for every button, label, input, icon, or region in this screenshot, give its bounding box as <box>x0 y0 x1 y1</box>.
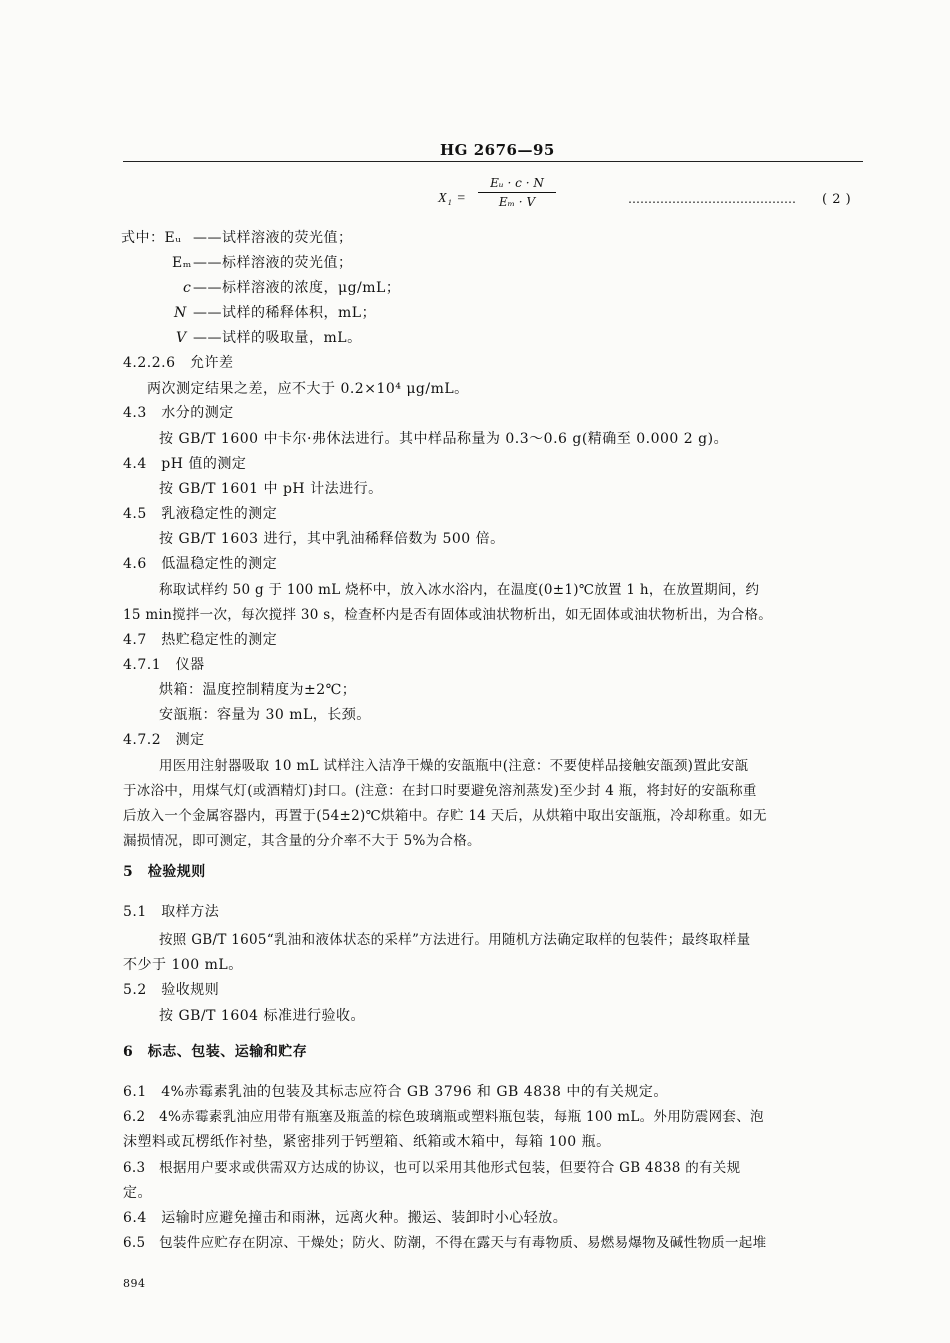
section-6-3-line2: 定。 <box>123 1185 152 1201</box>
section-4-7-2-line3: 后放入一个金属容器内，再置于(54±2)℃烘箱中。存贮 14 天后，从烘箱中取出安瓿瓶，冷却称重。如无 <box>123 808 767 824</box>
section-4-3-body: 按 GB/T 1600 中卡尔·弗休法进行。其中样品称量为 0.3～0.6 g(精确至 0.000 2 g)。 <box>159 431 729 447</box>
section-4-6-body-line1: 称取试样约 50 g 于 100 mL 烧杯中，放入冰水浴内，在温度(0±1)℃放置 1 h，在放置期间，约 <box>159 582 760 598</box>
formula-leader-dots: …………………………………… <box>628 192 796 206</box>
where-symbol-eu: 式中：Eᵤ <box>121 230 182 246</box>
formula-number: ( 2 ) <box>822 192 852 207</box>
section-4-7-2-line4: 漏损情况，即可测定，其含量的分介率不大于 5%为合格。 <box>123 833 481 849</box>
where-desc-c: ——标样溶液的浓度，μg/mL； <box>193 280 401 296</box>
where-desc-em: ——标样溶液的荧光值； <box>193 255 353 271</box>
section-6-2-line2: 沫塑料或瓦楞纸作衬垫，紧密排列于钙塑箱、纸箱或木箱中，每箱 100 瓶。 <box>123 1134 611 1150</box>
section-6-3-line1: 6.3 根据用户要求或供需双方达成的协议，也可以采用其他形式包装，但要符合 GB 4838 的有关规 <box>123 1160 741 1176</box>
section-4-2-2-6-body: 两次测定结果之差，应不大于 0.2×10⁴ μg/mL。 <box>147 381 469 397</box>
section-5-2-heading: 5.2 验收规则 <box>123 982 220 998</box>
section-5-heading: 5 检验规则 <box>123 864 206 880</box>
fraction-bar <box>478 192 556 193</box>
section-5-2-body: 按 GB/T 1604 标准进行验收。 <box>159 1008 366 1024</box>
section-6-2-line1: 6.2 4%赤霉素乳油应用带有瓶塞及瓶盖的棕色玻璃瓶或塑料瓶包装，每瓶 100 mL。外用防震网套、泡 <box>123 1109 764 1125</box>
section-4-5-body: 按 GB/T 1603 进行，其中乳油稀释倍数为 500 倍。 <box>159 531 505 547</box>
section-6-heading: 6 标志、包装、运输和贮存 <box>123 1044 308 1060</box>
where-desc-v: ——试样的吸取量，mL。 <box>193 330 362 346</box>
formula-numerator: Eᵤ · c · N <box>490 176 544 190</box>
document-code: HG 2676—95 <box>440 141 555 159</box>
section-4-4-body: 按 GB/T 1601 中 pH 计法进行。 <box>159 481 383 497</box>
section-4-7-2-heading: 4.7.2 测定 <box>123 732 205 748</box>
section-4-7-2-line1: 用医用注射器吸取 10 mL 试样注入洁净干燥的安瓿瓶中(注意：不要使样品接触安瓿颈)置此安瓿 <box>159 758 749 774</box>
where-desc-eu: ——试样溶液的荧光值； <box>193 230 353 246</box>
where-symbol-n: N <box>174 305 187 321</box>
header-rule <box>123 161 863 162</box>
where-symbol-em: Eₘ <box>172 255 192 271</box>
section-4-7-2-line2: 于冰浴中，用煤气灯(或酒精灯)封口。(注意：在封口时要避免溶剂蒸发)至少封 4 瓶，将封好的安瓿称重 <box>123 783 757 799</box>
section-5-1-heading: 5.1 取样方法 <box>123 904 220 920</box>
formula-lhs: X₁ = <box>438 191 467 206</box>
section-5-1-line1: 按照 GB/T 1605“乳油和液体状态的采样”方法进行。用随机方法确定取样的包装件；最终取样量 <box>159 932 751 948</box>
section-4-7-heading: 4.7 热贮稳定性的测定 <box>123 632 278 648</box>
section-4-4-heading: 4.4 pH 值的测定 <box>123 456 247 472</box>
page-number: 894 <box>123 1277 146 1290</box>
section-4-2-2-6-heading: 4.2.2.6 允许差 <box>123 355 234 371</box>
formula-fraction <box>478 176 556 209</box>
formula-denominator: Eₘ · V <box>498 195 536 209</box>
section-4-7-1-oven: 烘箱：温度控制精度为±2℃； <box>159 682 357 698</box>
section-4-6-heading: 4.6 低温稳定性的测定 <box>123 556 278 572</box>
where-symbol-v: V <box>176 330 187 346</box>
section-6-4: 6.4 运输时应避免撞击和雨淋，远离火种。搬运、装卸时小心轻放。 <box>123 1210 568 1226</box>
section-4-7-1-heading: 4.7.1 仪器 <box>123 657 205 673</box>
section-4-6-body-line2: 15 min搅拌一次，每次搅拌 30 s，检查杯内是否有固体或油状物析出，如无固体或油状物析出，为合格。 <box>123 607 773 623</box>
section-4-7-1-ampoule: 安瓿瓶：容量为 30 mL，长颈。 <box>159 707 371 723</box>
section-4-5-heading: 4.5 乳液稳定性的测定 <box>123 506 278 522</box>
section-6-1: 6.1 4%赤霉素乳油的包装及其标志应符合 GB 3796 和 GB 4838 中的有关规定。 <box>123 1084 668 1100</box>
where-symbol-c: c <box>183 280 192 296</box>
section-5-1-line2: 不少于 100 mL。 <box>123 957 243 973</box>
section-6-5-line1: 6.5 包装件应贮存在阴凉、干燥处；防火、防潮，不得在露天与有毒物质、易燃易爆物及碱性物质一起堆 <box>123 1235 767 1251</box>
where-desc-n: ——试样的稀释体积，mL； <box>193 305 377 321</box>
section-4-3-heading: 4.3 水分的测定 <box>123 405 234 421</box>
